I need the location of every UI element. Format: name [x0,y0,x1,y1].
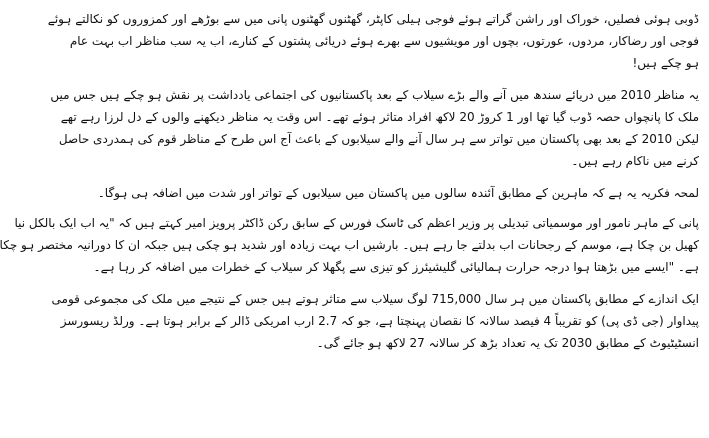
paragraph-line: انسٹیٹیوٹ کے مطابق 2030 تک یہ تعداد بڑھ کر سالانہ 27 لاکھ ہو جائے گی۔ [316,336,699,350]
paragraph-line: کرنے میں ناکام رہے ہیں۔ [571,154,699,168]
paragraph-line: لیکن 2010 کے بعد بھی پاکستان میں تواتر سے ہر سال آنے والے سیلابوں کے باعث آج اس طرح کے مناظر قوم کی ہمدردی حاصل [58,132,699,146]
paragraph-line: لمحہ فکریہ یہ ہے کہ ماہرین کے مطابق آئندہ سالوں میں پاکستان میں سیلابوں کے تواتر اور شدت میں اضافہ ہی ہوگا۔ [97,186,699,200]
article-body [0,8,699,354]
paragraph-2 [50,84,699,172]
paragraph-line: فوجی اور رضاکار، مردوں، عورتوں، بچوں اور مویشیوں سے بھرے ہوئے دریائی پشتوں کے کنارے، اب یہ سب مناظر اب بہت عام [69,34,699,48]
paragraph-line: کھیل بن چکا ہے، موسم کے رجحانات اب بدلتے جا رہے ہیں۔ بارشیں اب بہت زیادہ اور شدید ہو چکی ہیں جبکہ ان کا دورانیہ مختصر ہو چکا [0,238,699,252]
paragraph-line: ایک اندازے کے مطابق پاکستان میں ہر سال 715,000 لوگ سیلاب سے متاثر ہوتے ہیں جس کے نتیجے میں ملک کی مجموعی قومی [51,292,699,306]
paragraph-line: پیداوار (جی ڈی پی) کو تقریباً 4 فیصد سالانہ کا نقصان پہنچتا ہے، جو کہ 2.7 ارب امریکی ڈالر کے برابر ہوتا ہے۔ ورلڈ ریسورسز [60,314,699,328]
paragraph-5 [51,288,699,350]
paragraph-line: ڈوبی ہوئی فصلیں، خوراک اور راشن گراتے ہوئے فوجی ہیلی کاپٹر، گھٹنوں گھٹنوں پانی میں سے بوڑھے اور کمزوروں کو نکالتے ہوئے [47,12,699,26]
paragraph-1 [47,8,699,74]
paragraph-line: یہ مناظر 2010 میں دریائے سندھ میں آنے والے بڑے سیلاب کے بعد پاکستانیوں کی اجتماعی یادداشت پر نقش ہو چکے ہیں جس میں [50,88,699,102]
paragraph-line: ہو چکے ہیں! [632,56,699,70]
paragraph-line: ہے۔ "ایسے میں بڑھتا ہوا درجہ حرارت ہمالیائی گلیشیئرز کو تیزی سے پگھلا کر سیلاب کے خطرات میں اضافہ کر رہا ہے۔ [93,260,699,274]
paragraph-line: پانی کے ماہر نامور اور موسمیاتی تبدیلی پر وزیر اعظم کی ٹاسک فورس کے سابق رکن ڈاکٹر پرویز امیر کہتے ہیں کہ "یہ اب ایک بالکل نیا [14,216,699,230]
paragraph-4 [0,212,699,278]
paragraph-3 [97,182,699,204]
paragraph-line: ملک کا پانچواں حصہ ڈوب گیا تھا اور 1 کروڑ 20 لاکھ افراد متاثر ہوئے تھے۔ اس وقت یہ مناظر دیکھنے والوں کے دل لرزا رہے تھے [60,110,699,124]
